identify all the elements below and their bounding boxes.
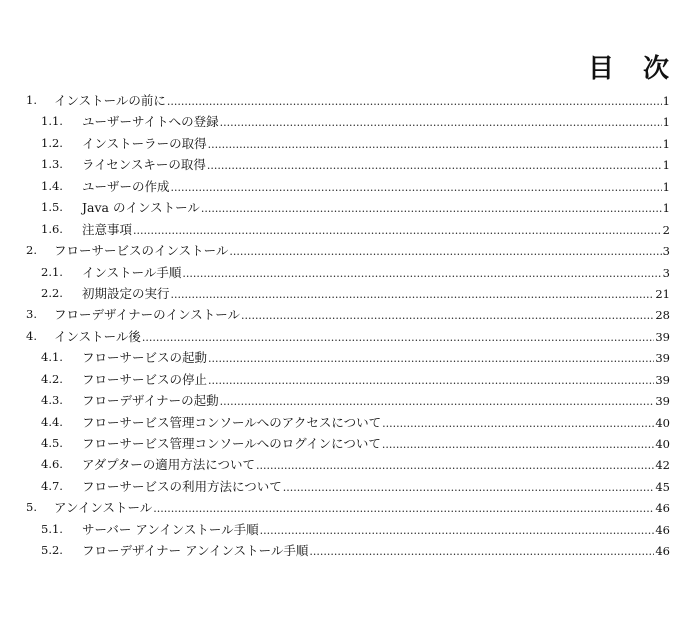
toc-page-number: 1 <box>662 115 670 130</box>
toc-page-number: 46 <box>655 501 670 516</box>
toc-number: 4.1. <box>41 350 63 365</box>
toc-entry[interactable] <box>0 347 689 368</box>
toc-entry[interactable] <box>0 540 689 561</box>
toc-page-number: 28 <box>655 308 670 323</box>
toc-number: 4. <box>26 328 37 343</box>
toc-page-number: 1 <box>662 136 670 151</box>
toc-page-number: 1 <box>662 179 670 194</box>
toc-title: インストール手順 <box>82 264 182 280</box>
toc-title: インストール後 <box>54 328 141 344</box>
toc-entry[interactable] <box>0 476 689 497</box>
toc-number: 1.1. <box>41 114 63 129</box>
toc-number: 1.4. <box>41 178 63 193</box>
toc-page-number: 39 <box>655 372 670 387</box>
toc-entry[interactable] <box>0 497 689 518</box>
leader-dots <box>207 155 662 176</box>
leader-dots <box>241 305 654 326</box>
leader-dots <box>153 498 654 519</box>
leader-dots <box>220 391 655 412</box>
toc-title: ライセンスキーの取得 <box>82 157 206 173</box>
toc-page-number: 2 <box>662 222 670 237</box>
toc-title: フローデザイナーのインストール <box>54 307 241 323</box>
leader-dots <box>133 220 662 241</box>
toc-page-number: 40 <box>655 415 670 430</box>
toc-number: 2.1. <box>41 264 63 279</box>
toc-title: フローサービスの起動 <box>82 350 208 366</box>
toc-title: フローサービスの停止 <box>82 371 208 387</box>
leader-dots <box>382 413 654 434</box>
leader-dots <box>201 198 662 219</box>
toc-entry[interactable] <box>0 133 689 154</box>
toc-entry[interactable] <box>0 154 689 175</box>
toc-entry[interactable] <box>0 326 689 347</box>
toc-number: 3. <box>26 307 37 322</box>
toc-title: フローサービスのインストール <box>54 243 229 259</box>
toc-title: Java のインストール <box>82 200 200 216</box>
toc-number: 4.7. <box>41 478 63 493</box>
toc-number: 1. <box>26 93 37 107</box>
toc-entry[interactable] <box>0 433 689 454</box>
toc-entry[interactable] <box>0 390 689 411</box>
toc-number: 5.2. <box>41 543 63 558</box>
toc-title: フローサービス管理コンソールへのログインについて <box>82 436 381 451</box>
toc-page-number: 40 <box>655 437 670 451</box>
toc-title: アダプターの適用方法について <box>82 457 256 473</box>
toc-page-number: 1 <box>662 94 670 108</box>
toc-title: ユーザーサイトへの登録 <box>82 114 219 130</box>
toc-page-number: 39 <box>655 394 670 409</box>
leader-dots <box>167 91 662 112</box>
toc-number: 4.5. <box>41 436 63 450</box>
toc-number: 2.2. <box>41 285 63 300</box>
toc-entry[interactable] <box>0 262 689 283</box>
toc-number: 4.6. <box>41 457 63 472</box>
toc-entry[interactable] <box>0 219 689 240</box>
leader-dots <box>229 241 661 262</box>
toc-entry[interactable] <box>0 90 689 111</box>
toc-page-number: 3 <box>662 244 670 259</box>
toc-title: インストーラーの取得 <box>82 135 207 151</box>
toc-entry[interactable] <box>0 304 689 325</box>
toc-entry[interactable] <box>0 369 689 390</box>
toc-page-number: 42 <box>655 458 670 473</box>
leader-dots <box>171 284 655 305</box>
toc-number: 2. <box>26 243 37 258</box>
toc-entry[interactable] <box>0 412 689 433</box>
leader-dots <box>208 134 662 155</box>
toc-title: ユーザーの作成 <box>82 178 170 194</box>
leader-dots <box>220 112 662 133</box>
toc-number: 1.2. <box>41 135 63 150</box>
toc-title: 注意事項 <box>82 221 133 237</box>
toc-page-number: 1 <box>662 201 670 216</box>
toc-entry[interactable] <box>0 176 689 197</box>
leader-dots <box>208 348 654 369</box>
toc-title: フローデザイナー アンインストール手順 <box>82 543 309 559</box>
page-title: 目 次 <box>587 54 679 84</box>
toc-page-number: 3 <box>662 265 670 280</box>
leader-dots <box>256 455 654 476</box>
toc-title: フローサービスの利用方法について <box>82 478 282 494</box>
leader-dots <box>171 177 662 198</box>
leader-dots <box>142 327 654 348</box>
toc-page-number: 46 <box>655 522 670 537</box>
toc-page-number: 46 <box>655 544 670 559</box>
toc-entry[interactable] <box>0 454 689 475</box>
toc-title: インストールの前に <box>54 93 166 108</box>
toc-entry[interactable] <box>0 240 689 261</box>
toc-entry[interactable] <box>0 519 689 540</box>
toc-entry[interactable] <box>0 283 689 304</box>
toc-title: サーバー アンインストール手順 <box>82 521 259 537</box>
toc-title: フローデザイナーの起動 <box>82 393 219 409</box>
table-of-contents <box>0 90 689 562</box>
leader-dots <box>182 263 661 284</box>
toc-page-number: 1 <box>662 158 670 173</box>
toc-entry[interactable] <box>0 197 689 218</box>
toc-number: 4.2. <box>41 371 63 386</box>
toc-page-number: 21 <box>655 286 670 301</box>
toc-number: 5. <box>26 500 37 515</box>
toc-page-number: 39 <box>655 329 670 344</box>
toc-number: 4.4. <box>41 414 63 429</box>
toc-number: 5.1. <box>41 521 63 536</box>
toc-title: フローサービス管理コンソールへのアクセスについて <box>82 414 382 430</box>
toc-page-number: 45 <box>655 479 670 494</box>
leader-dots <box>260 520 655 541</box>
toc-page-number: 39 <box>655 351 670 366</box>
toc-title: アンインストール <box>54 500 153 516</box>
toc-number: 4.3. <box>41 393 63 408</box>
toc-entry[interactable] <box>0 111 689 132</box>
leader-dots <box>283 477 655 498</box>
leader-dots <box>208 370 654 391</box>
toc-number: 1.6. <box>41 221 63 236</box>
toc-number: 1.5. <box>41 200 63 215</box>
toc-title: 初期設定の実行 <box>82 285 170 301</box>
leader-dots <box>309 541 654 562</box>
toc-number: 1.3. <box>41 157 63 172</box>
leader-dots <box>382 434 654 455</box>
